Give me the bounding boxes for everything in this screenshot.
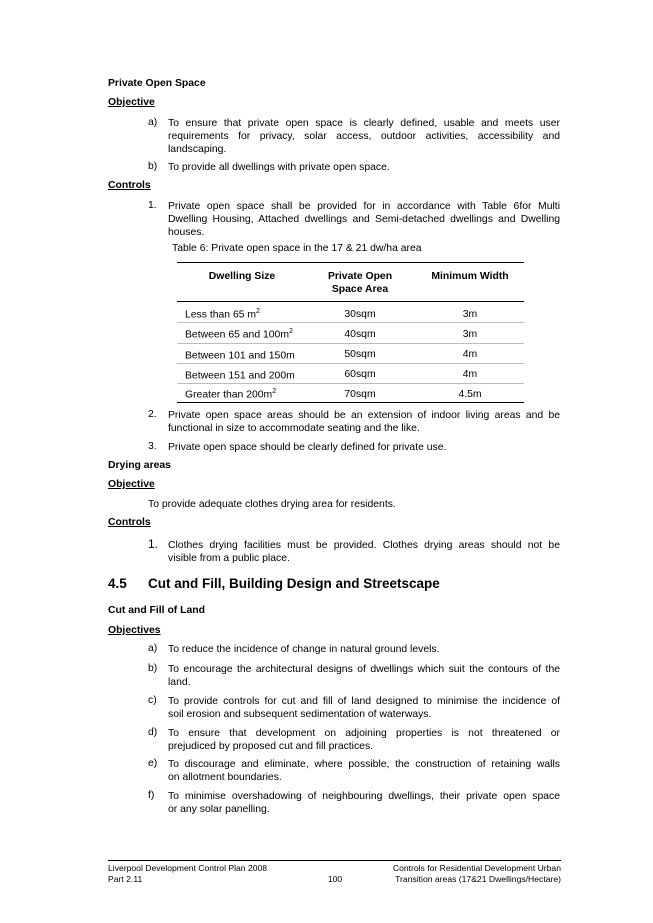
list-item-text: To provide controls for cut and fill of land designed to minimise the incidence of soil erosion and subsequent sedimentation of waterways. [168, 696, 560, 720]
list-marker: a) [148, 117, 158, 128]
objective-label: Objective [108, 97, 155, 108]
table-cell-area: 60sqm [344, 369, 376, 380]
list-marker: b) [148, 663, 158, 674]
objective-label: Objective [108, 479, 155, 490]
table-header-open-space-area: Private Open Space Area [327, 271, 393, 295]
section-title: Cut and Fill, Building Design and Streetscape [148, 576, 440, 591]
table-row-divider [177, 343, 524, 344]
table-header-minimum-width: Minimum Width [431, 271, 509, 282]
table-rule [177, 301, 524, 302]
table-cell-width: 4m [462, 369, 478, 380]
table-cell-size: Less than 65 $m^2$ [185, 308, 260, 321]
list-marker: 1. [148, 537, 159, 551]
list-item-text: To discourage and eliminate, where possible, the construction of retaining walls on allotment boundaries. [168, 759, 560, 783]
page-number: 100 [327, 874, 343, 884]
objectives-label: Objectives [108, 625, 161, 636]
table-cell-area: 50sqm [344, 349, 376, 360]
table-cell-size: Greater than $200m^2$ [185, 388, 277, 401]
section-heading-drying-areas: Drying areas [108, 460, 171, 471]
list-item-text: To ensure that development on adjoining properties is not threatened or prejudiced by proposed cut and fill practices. [168, 728, 560, 752]
table-rule [177, 262, 524, 263]
table-row-divider [177, 363, 524, 364]
list-marker: c) [148, 695, 157, 706]
table-cell-size: Between 151 and 200m [185, 370, 295, 382]
list-item-text: To ensure that private open space is clearly defined, usable and meets user requirements for privacy, solar access, outdoor activities, accessibility and landscaping. [168, 118, 560, 155]
list-item-text: Private open space shall be provided for in accordance with Table 6for Multi Dwelling Housing, Attached dwellings and Semi-detached dwellings and Dwelling houses. [168, 201, 560, 238]
section-heading-private-open-space: Private Open Space [108, 78, 206, 89]
list-item-text: To provide all dwellings with private open space. [168, 162, 390, 173]
list-marker: f) [148, 790, 155, 801]
list-marker: 1. [148, 200, 157, 211]
section-heading-cut-and-fill: Cut and Fill of Land [108, 605, 205, 616]
table-cell-size: Between 65 and $100m^2$ [185, 328, 293, 341]
list-item-text: Private open space areas should be an extension of indoor living areas and be functional in size to accommodate seating and the like. [168, 410, 560, 434]
list-marker: 3. [148, 441, 157, 452]
footer-right: Controls for Residential Development Urban Transition areas (17&21 Dwellings/Hectare) [392, 863, 561, 884]
list-marker: a) [148, 643, 158, 654]
list-item-text: Clothes drying facilities must be provided. Clothes drying areas should not be visible from a public place. [168, 540, 560, 564]
list-item-text: Private open space should be clearly defined for private use. [168, 442, 447, 453]
table-cell-width: 4.5m [458, 389, 482, 400]
table-rule [177, 402, 524, 403]
controls-label: Controls [108, 180, 151, 191]
list-item-text: To minimise overshadowing of neighbouring dwellings, their private open space or any solar panelling. [168, 791, 560, 815]
table-cell-size: Between 101 and 150m [185, 350, 295, 362]
footer-left: Liverpool Development Control Plan 2008 Part 2.11 [108, 863, 268, 884]
controls-label: Controls [108, 517, 151, 528]
table-cell-width: 3m [462, 309, 478, 320]
drying-objective-text: To provide adequate clothes drying area for residents. [148, 499, 396, 510]
list-item-text: To reduce the incidence of change in natural ground levels. [168, 644, 440, 655]
table-caption: Table 6: Private open space in the 17 & 21 dw/ha area [172, 243, 422, 254]
list-marker: d) [148, 727, 158, 738]
table-cell-width: 3m [462, 329, 478, 340]
table-cell-width: 4m [462, 349, 478, 360]
list-marker: 2. [148, 409, 157, 420]
table-cell-area: 30sqm [344, 309, 376, 320]
table-header-dwelling-size: Dwelling Size [208, 271, 276, 282]
table-row-divider [177, 383, 524, 384]
list-marker: e) [148, 758, 158, 769]
section-number: 4.5 [108, 576, 127, 591]
footer-rule [108, 860, 561, 861]
list-item-text: To encourage the architectural designs of dwellings which suit the contours of the land. [168, 664, 560, 688]
table-row-divider [177, 322, 524, 323]
table-cell-area: 70sqm [344, 389, 376, 400]
table-cell-area: 40sqm [344, 329, 376, 340]
list-marker: b) [148, 161, 158, 172]
